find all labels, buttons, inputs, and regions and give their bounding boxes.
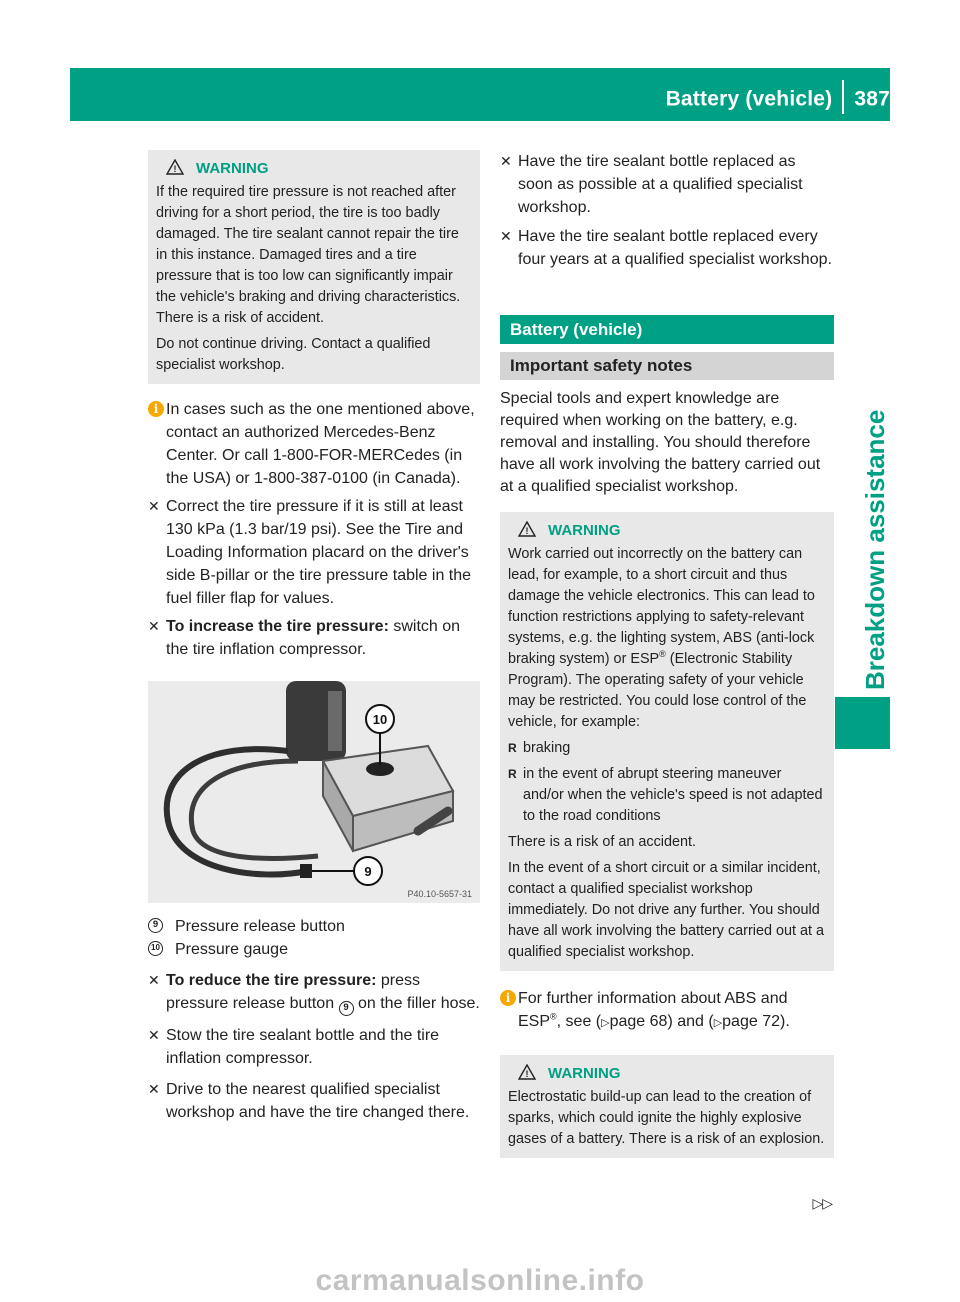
warning-text: Do not continue driving. Contact a qualified specialist workshop.: [156, 336, 431, 373]
legend: [148, 915, 480, 961]
legend-item: 9 Pressure release button: [148, 915, 480, 938]
bullet-item: R in the event of abrupt steering maneuver and/or when the vehicle's speed is not adapted to the road conditions: [508, 764, 826, 827]
page-header: [666, 86, 890, 114]
info-icon: i: [500, 990, 516, 1006]
instruction-step: ✕ To increase the tire pressure: switch on the tire inflation compressor.: [148, 615, 480, 661]
compressor-photo: [148, 681, 480, 903]
step-arrow-icon: ✕: [148, 972, 160, 988]
body-text: Special tools and expert knowledge are required when working on the battery, e.g. removal and installing. You should therefore have all work involving the battery carried out at a qualified specialist workshop.: [500, 390, 821, 495]
warning-triangle-icon: [518, 1064, 536, 1080]
instruction-step: ✕ Stow the tire sealant bottle and the tire inflation compressor.: [148, 1024, 480, 1070]
page-ref-arrow-icon: ▷: [601, 1017, 610, 1029]
continue-marker-icon: ▷▷: [812, 1195, 832, 1211]
warning-triangle-icon: [166, 159, 184, 175]
warning-text: If the required tire pressure is not reached after driving for a short period, the tire is too badly damaged. The tire sealant cannot repair the tire in this instance. Damaged tires and a tire pressure that is too low can significantly impair the vehicle's braking and driving characteristics. There is a risk of accident.: [156, 184, 461, 326]
step-arrow-icon: ✕: [148, 1081, 160, 1097]
warning-triangle-icon: [518, 521, 536, 537]
instruction-step: ✕ Have the tire sealant bottle replaced every four years at a qualified specialist workshop.: [500, 225, 834, 271]
side-tab-label: Breakdown assistance: [860, 409, 890, 690]
info-note: i For further information about ABS and ESP®, see (▷page 68) and (▷page 72).: [500, 987, 834, 1035]
warning-box: [148, 150, 480, 384]
callout-number-icon: 10: [148, 941, 163, 956]
page-ref-arrow-icon: ▷: [713, 1017, 723, 1029]
legend-item: 10 Pressure gauge: [148, 938, 480, 961]
warning-text: Work carried out incorrectly on the battery can lead, for example, to a short circuit and thus damage the vehicle electronics. This can lead to function restrictions applying to safety-relevant systems, e.g. the lighting system, ABS (anti-lock braking system) or ESP® (Electronic Stability Program). The operating safety of your vehicle may be restricted. You could lose control of the vehicle, for example:: [508, 546, 815, 730]
instruction-step: ✕ Correct the tire pressure if it is still at least 130 kPa (1.3 bar/19 psi). See the Tire and Loading Information placard on the driver's side B-pillar or the tire pressure table in the fuel filler flap for values.: [148, 495, 480, 610]
step-arrow-icon: ✕: [500, 153, 512, 169]
warning-heading: ! WARNING: [156, 158, 472, 179]
instruction-step: ✕ Drive to the nearest qualified specialist workshop and have the tire changed there.: [148, 1078, 480, 1124]
callout-10: 10: [372, 712, 388, 727]
instruction-step: ✕ Have the tire sealant bottle replaced as soon as possible at a qualified specialist workshop.: [500, 150, 834, 219]
callout-number-icon: 9: [339, 1001, 354, 1016]
instruction-step: ✕ To reduce the tire pressure: press pressure release button 9 on the filler hose.: [148, 969, 480, 1016]
warning-heading: ! WARNING: [508, 520, 826, 541]
warning-text: Electrostatic build-up can lead to the creation of sparks, which could ignite the highly explosive gases of a battery. There is a risk of an explosion.: [508, 1089, 825, 1147]
warning-text: There is a risk of an accident.: [508, 834, 696, 850]
page-ref-link[interactable]: page 72: [722, 1013, 780, 1030]
info-note: i In cases such as the one mentioned above, contact an authorized Mercedes-Benz Center. Or call 1-800-FOR-MERCedes (in the USA) or 1-800-387-0100 (in Canada).: [148, 398, 480, 490]
bullet-item: R braking: [508, 738, 826, 759]
info-icon: i: [148, 401, 164, 417]
section-heading: Battery (vehicle): [500, 315, 834, 344]
step-arrow-icon: ✕: [148, 498, 160, 514]
svg-text:!: !: [525, 1069, 529, 1079]
compressor-illustration: [148, 681, 480, 903]
side-tab-marker: [835, 697, 890, 749]
warning-box: [500, 1055, 834, 1158]
page-ref-link[interactable]: page 68: [609, 1013, 668, 1030]
page-title: Battery (vehicle): [665, 87, 833, 111]
svg-text:!: !: [173, 164, 177, 174]
step-arrow-icon: ✕: [500, 228, 512, 244]
right-column: [500, 150, 834, 1158]
footer-watermark: carmanualsonline.info: [315, 1264, 645, 1297]
callout-number-icon: 9: [148, 918, 163, 933]
page-number: 387: [854, 87, 890, 111]
step-arrow-icon: ✕: [148, 618, 160, 634]
subsection-heading: Important safety notes: [500, 352, 834, 380]
header-divider: [842, 80, 844, 114]
photo-code: P40.10-5657-31: [407, 889, 472, 899]
left-column: [148, 150, 480, 1124]
warning-text: In the event of a short circuit or a similar incident, contact a qualified specialist workshop immediately. Do not drive any further. You should have all work involving the battery carried out at a qualified specialist workshop.: [508, 860, 824, 960]
warning-box: [500, 512, 834, 971]
step-arrow-icon: ✕: [148, 1027, 160, 1043]
callout-9: 9: [364, 864, 372, 879]
warning-heading: ! WARNING: [508, 1063, 826, 1084]
svg-text:!: !: [525, 526, 529, 536]
